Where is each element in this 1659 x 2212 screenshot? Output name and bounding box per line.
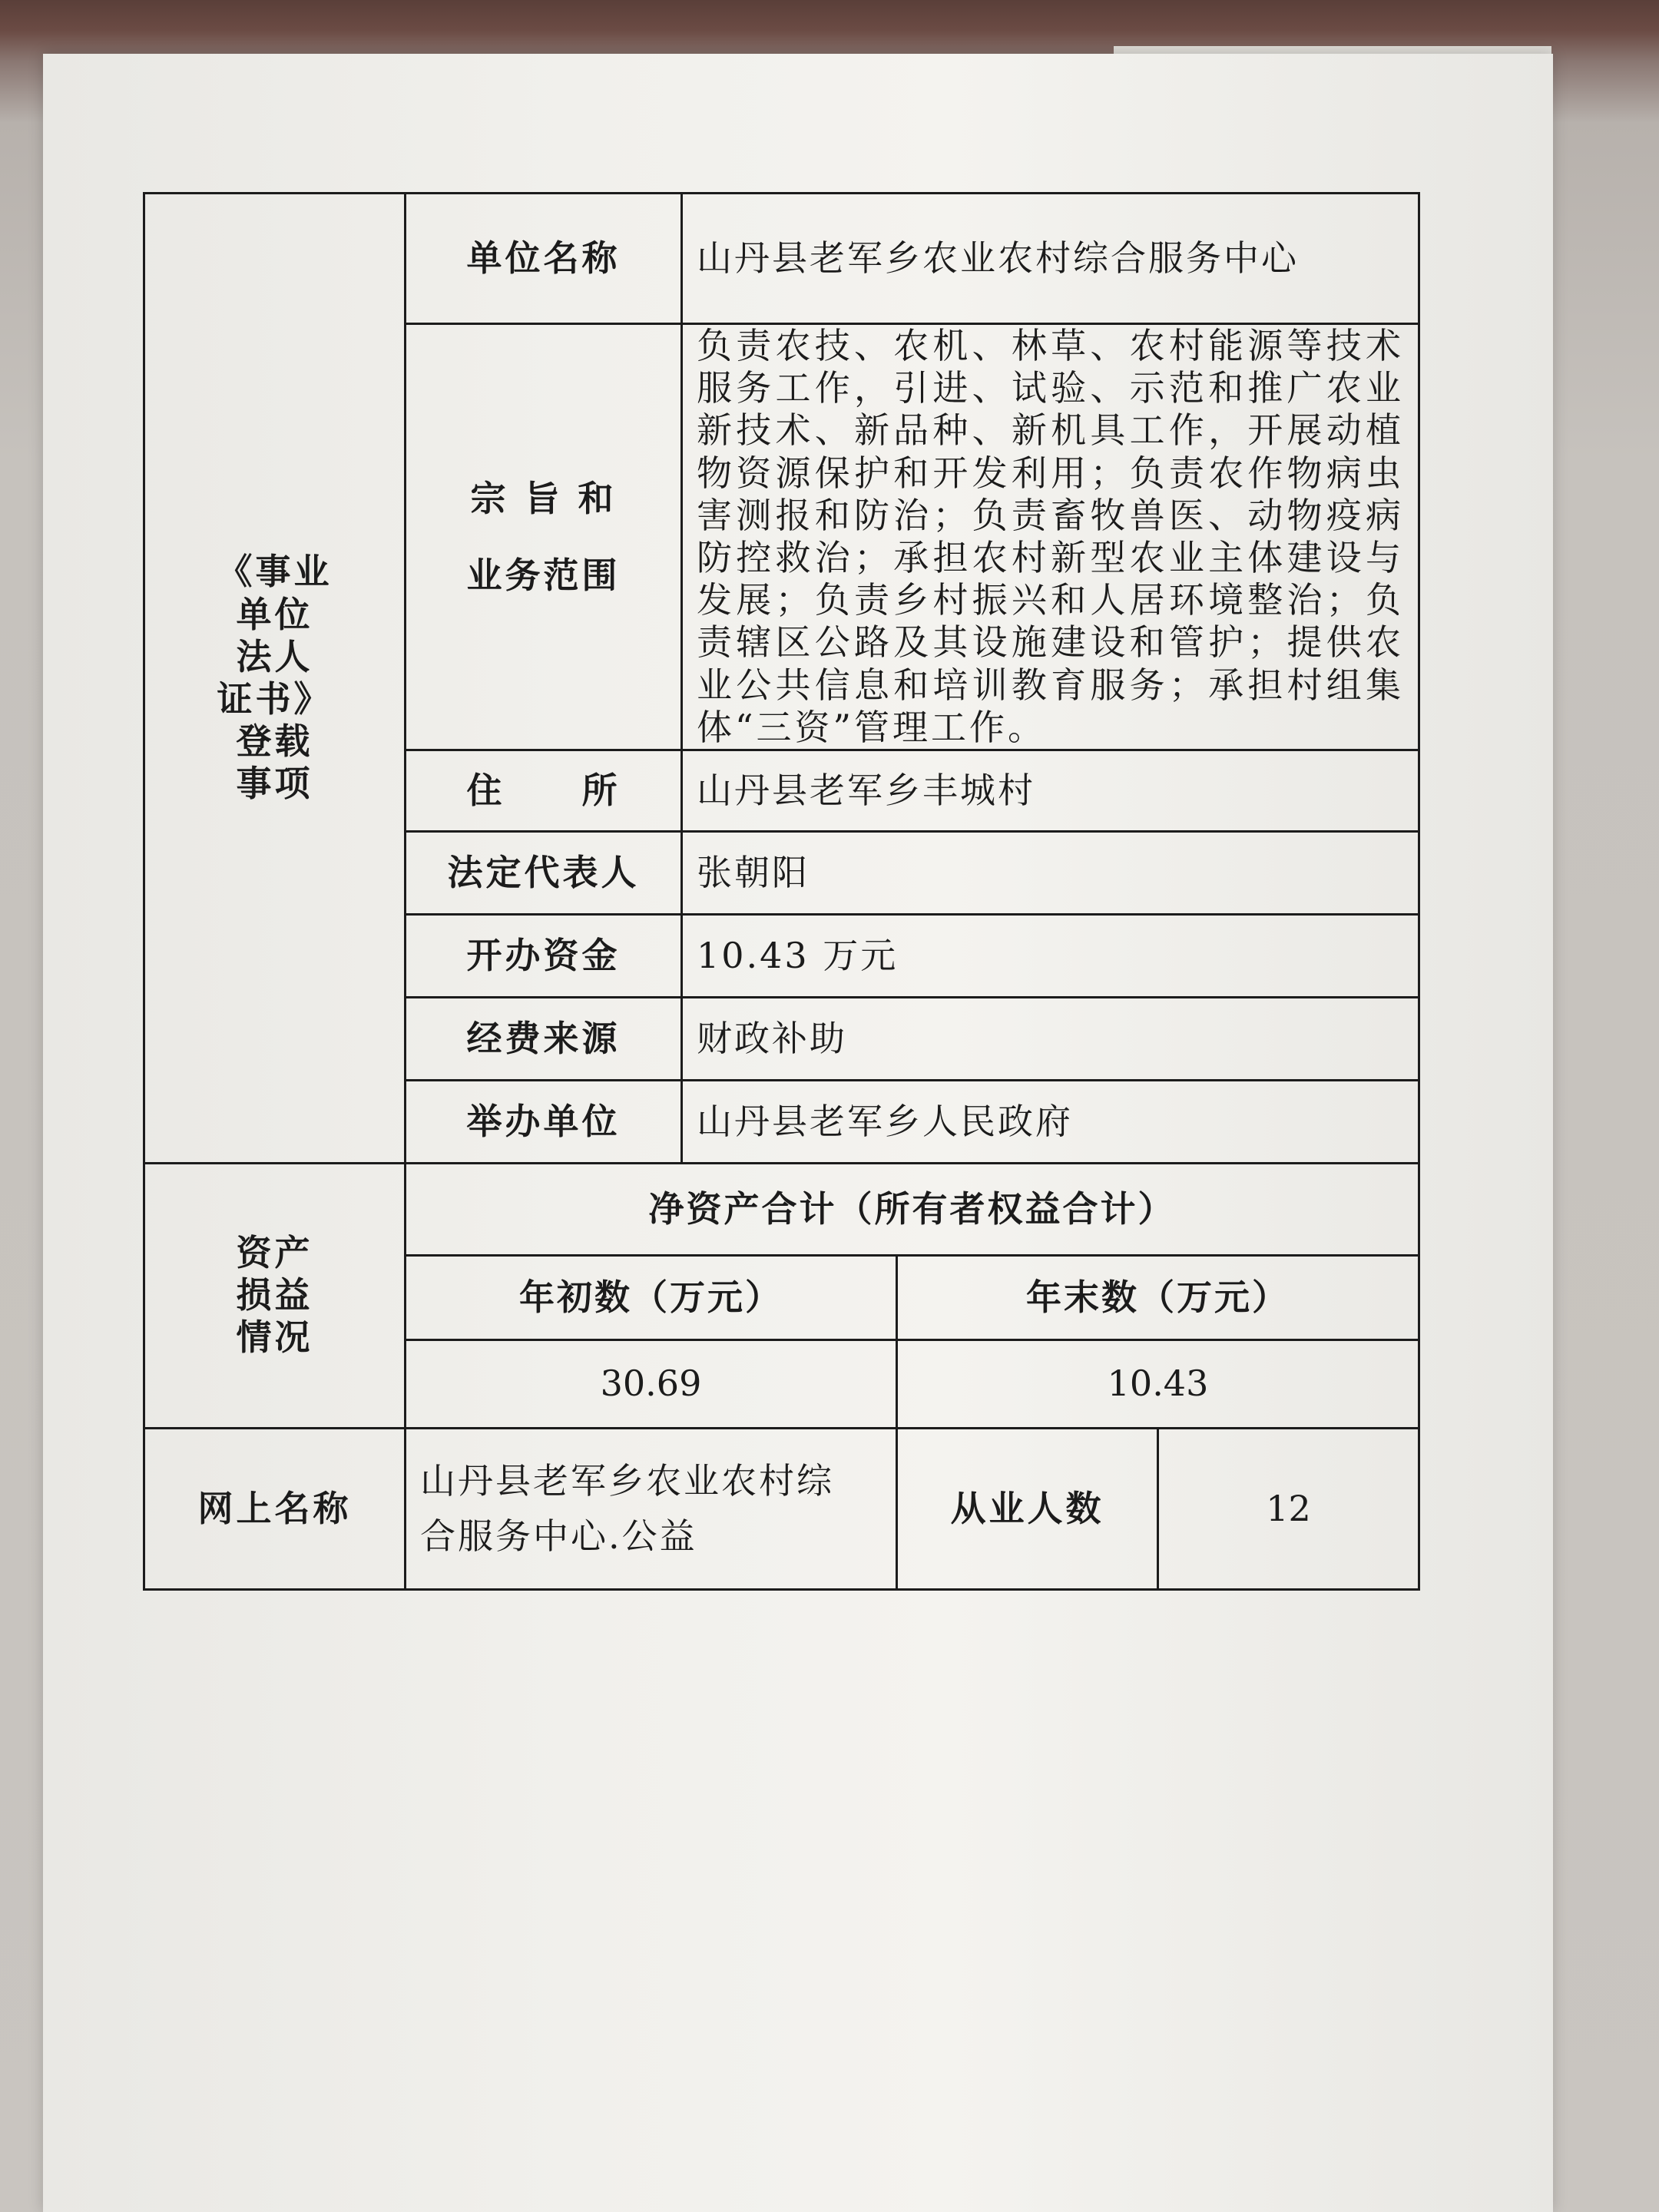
online-name-line: 山丹县老军乡农业农村综 bbox=[420, 1460, 834, 1502]
section-assets-label bbox=[144, 1163, 406, 1428]
section-assets-line: 情况 bbox=[236, 1316, 313, 1359]
sponsor-value: 山丹县老军乡人民政府 bbox=[682, 1080, 1419, 1163]
section-assets-line: 损益 bbox=[236, 1274, 313, 1316]
section-registration-line: 《事业 bbox=[217, 551, 333, 593]
staff-count-value: 12 bbox=[1158, 1428, 1419, 1589]
funding-label: 经费来源 bbox=[406, 997, 682, 1080]
begin-of-year-label: 年初数（万元） bbox=[406, 1255, 897, 1339]
legal-rep-label: 法定代表人 bbox=[406, 831, 682, 914]
online-name-label: 网上名称 bbox=[144, 1428, 406, 1589]
row-online bbox=[144, 1428, 1419, 1589]
section-assets-line: 资产 bbox=[236, 1232, 313, 1274]
legal-rep-value: 张朝阳 bbox=[682, 831, 1419, 914]
unit-name-label: 单位名称 bbox=[406, 194, 682, 324]
address-label: 住 所 bbox=[406, 750, 682, 831]
section-registration-line: 法人 bbox=[236, 635, 313, 677]
section-registration-label bbox=[144, 194, 406, 1164]
row-net-assets-header bbox=[144, 1163, 1419, 1255]
end-of-year-label: 年末数（万元） bbox=[897, 1255, 1419, 1339]
section-registration-line: 事项 bbox=[236, 763, 313, 805]
purpose-label bbox=[406, 324, 682, 750]
registration-form-table bbox=[143, 192, 1420, 1591]
net-assets-header: 净资产合计（所有者权益合计） bbox=[406, 1163, 1419, 1255]
begin-of-year-value: 30.69 bbox=[406, 1339, 897, 1428]
purpose-value: 负责农技、农机、林草、农村能源等技术服务工作，引进、试验、示范和推广农业新技术、新品种、新机具工作，开展动植物资源保护和开发利用；负责农作物病虫害测报和防治；负责畜牧兽医、动物疫病防控救治；承担农村新型农业主体建设与发展；负责乡村振兴和人居环境整治；负责辖区公路及其设施建设和管护；提供农业公共信息和培训教育服务；承担村组集体“三资”管理工作。 bbox=[682, 324, 1419, 750]
sponsor-label: 举办单位 bbox=[406, 1080, 682, 1163]
end-of-year-value: 10.43 bbox=[897, 1339, 1419, 1428]
capital-value: 10.43 万元 bbox=[682, 914, 1419, 997]
row-unit-name bbox=[144, 194, 1419, 324]
unit-name-value: 山丹县老军乡农业农村综合服务中心 bbox=[682, 194, 1419, 324]
purpose-label-line: 业务范围 bbox=[466, 554, 621, 596]
section-registration-line: 证书》 bbox=[217, 677, 333, 720]
address-value: 山丹县老军乡丰城村 bbox=[682, 750, 1419, 831]
funding-value: 财政补助 bbox=[682, 997, 1419, 1080]
section-registration-line: 登载 bbox=[236, 720, 313, 763]
purpose-label-line: 宗 旨 和 bbox=[470, 477, 617, 519]
capital-label: 开办资金 bbox=[406, 914, 682, 997]
online-name-value bbox=[406, 1428, 897, 1589]
online-name-line: 合服务中心.公益 bbox=[420, 1515, 697, 1558]
staff-count-label: 从业人数 bbox=[897, 1428, 1158, 1589]
section-registration-line: 单位 bbox=[236, 593, 313, 635]
